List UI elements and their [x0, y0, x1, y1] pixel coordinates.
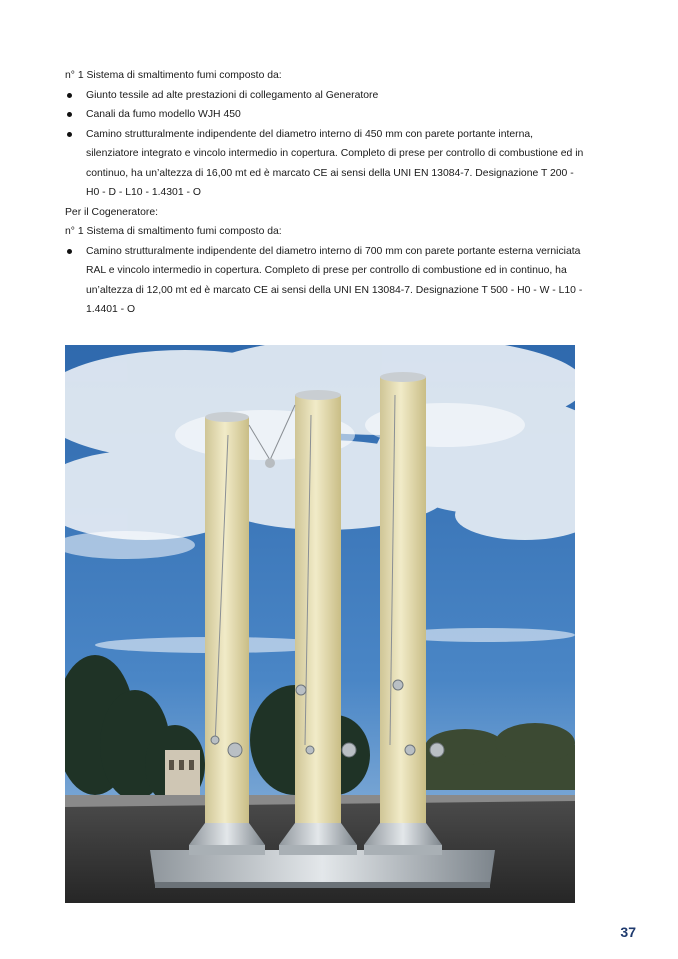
system-intro-1: n° 1 Sistema di smaltimento fumi composto da:: [65, 70, 282, 81]
cogenerator-heading: Per il Cogeneratore:: [65, 206, 158, 218]
page-number: 37: [620, 924, 636, 940]
list-item: Camino strutturalmente indipendente del diametro interno di 700 mm con parete portante esterna verniciata RAL e vincolo intermedio in copertura. Completo di prese per controllo di combustione ed in continuo, ha un’altezza di 12,00 mt ed è marcato CE ai sensi della UNI EN 13084-7. Designazione T 500 - H0 - W - L10 - 1.4401 - O: [65, 242, 585, 320]
list-item: Canali da fumo modello WJH 450: [65, 105, 585, 125]
text-content: [65, 66, 585, 320]
three-chimneys-photo: [65, 345, 575, 903]
bullet-list-2: [65, 242, 585, 320]
list-item: Giunto tessile ad alte prestazioni di collegamento al Generatore: [65, 86, 585, 106]
bullet-list-1: [65, 86, 585, 203]
system-intro-2: n° 1 Sistema di smaltimento fumi composto da:: [65, 226, 282, 237]
list-item: Camino strutturalmente indipendente del diametro interno di 450 mm con parete portante interna, silenziatore integrato e vincolo intermedio in copertura. Completo di prese per controllo di combustione ed in continuo, ha un’altezza di 16,00 mt ed è marcato CE ai sensi della UNI EN 13084-7. Designazione T 200 - H0 - D - L10 - 1.4301 - O: [65, 125, 585, 203]
